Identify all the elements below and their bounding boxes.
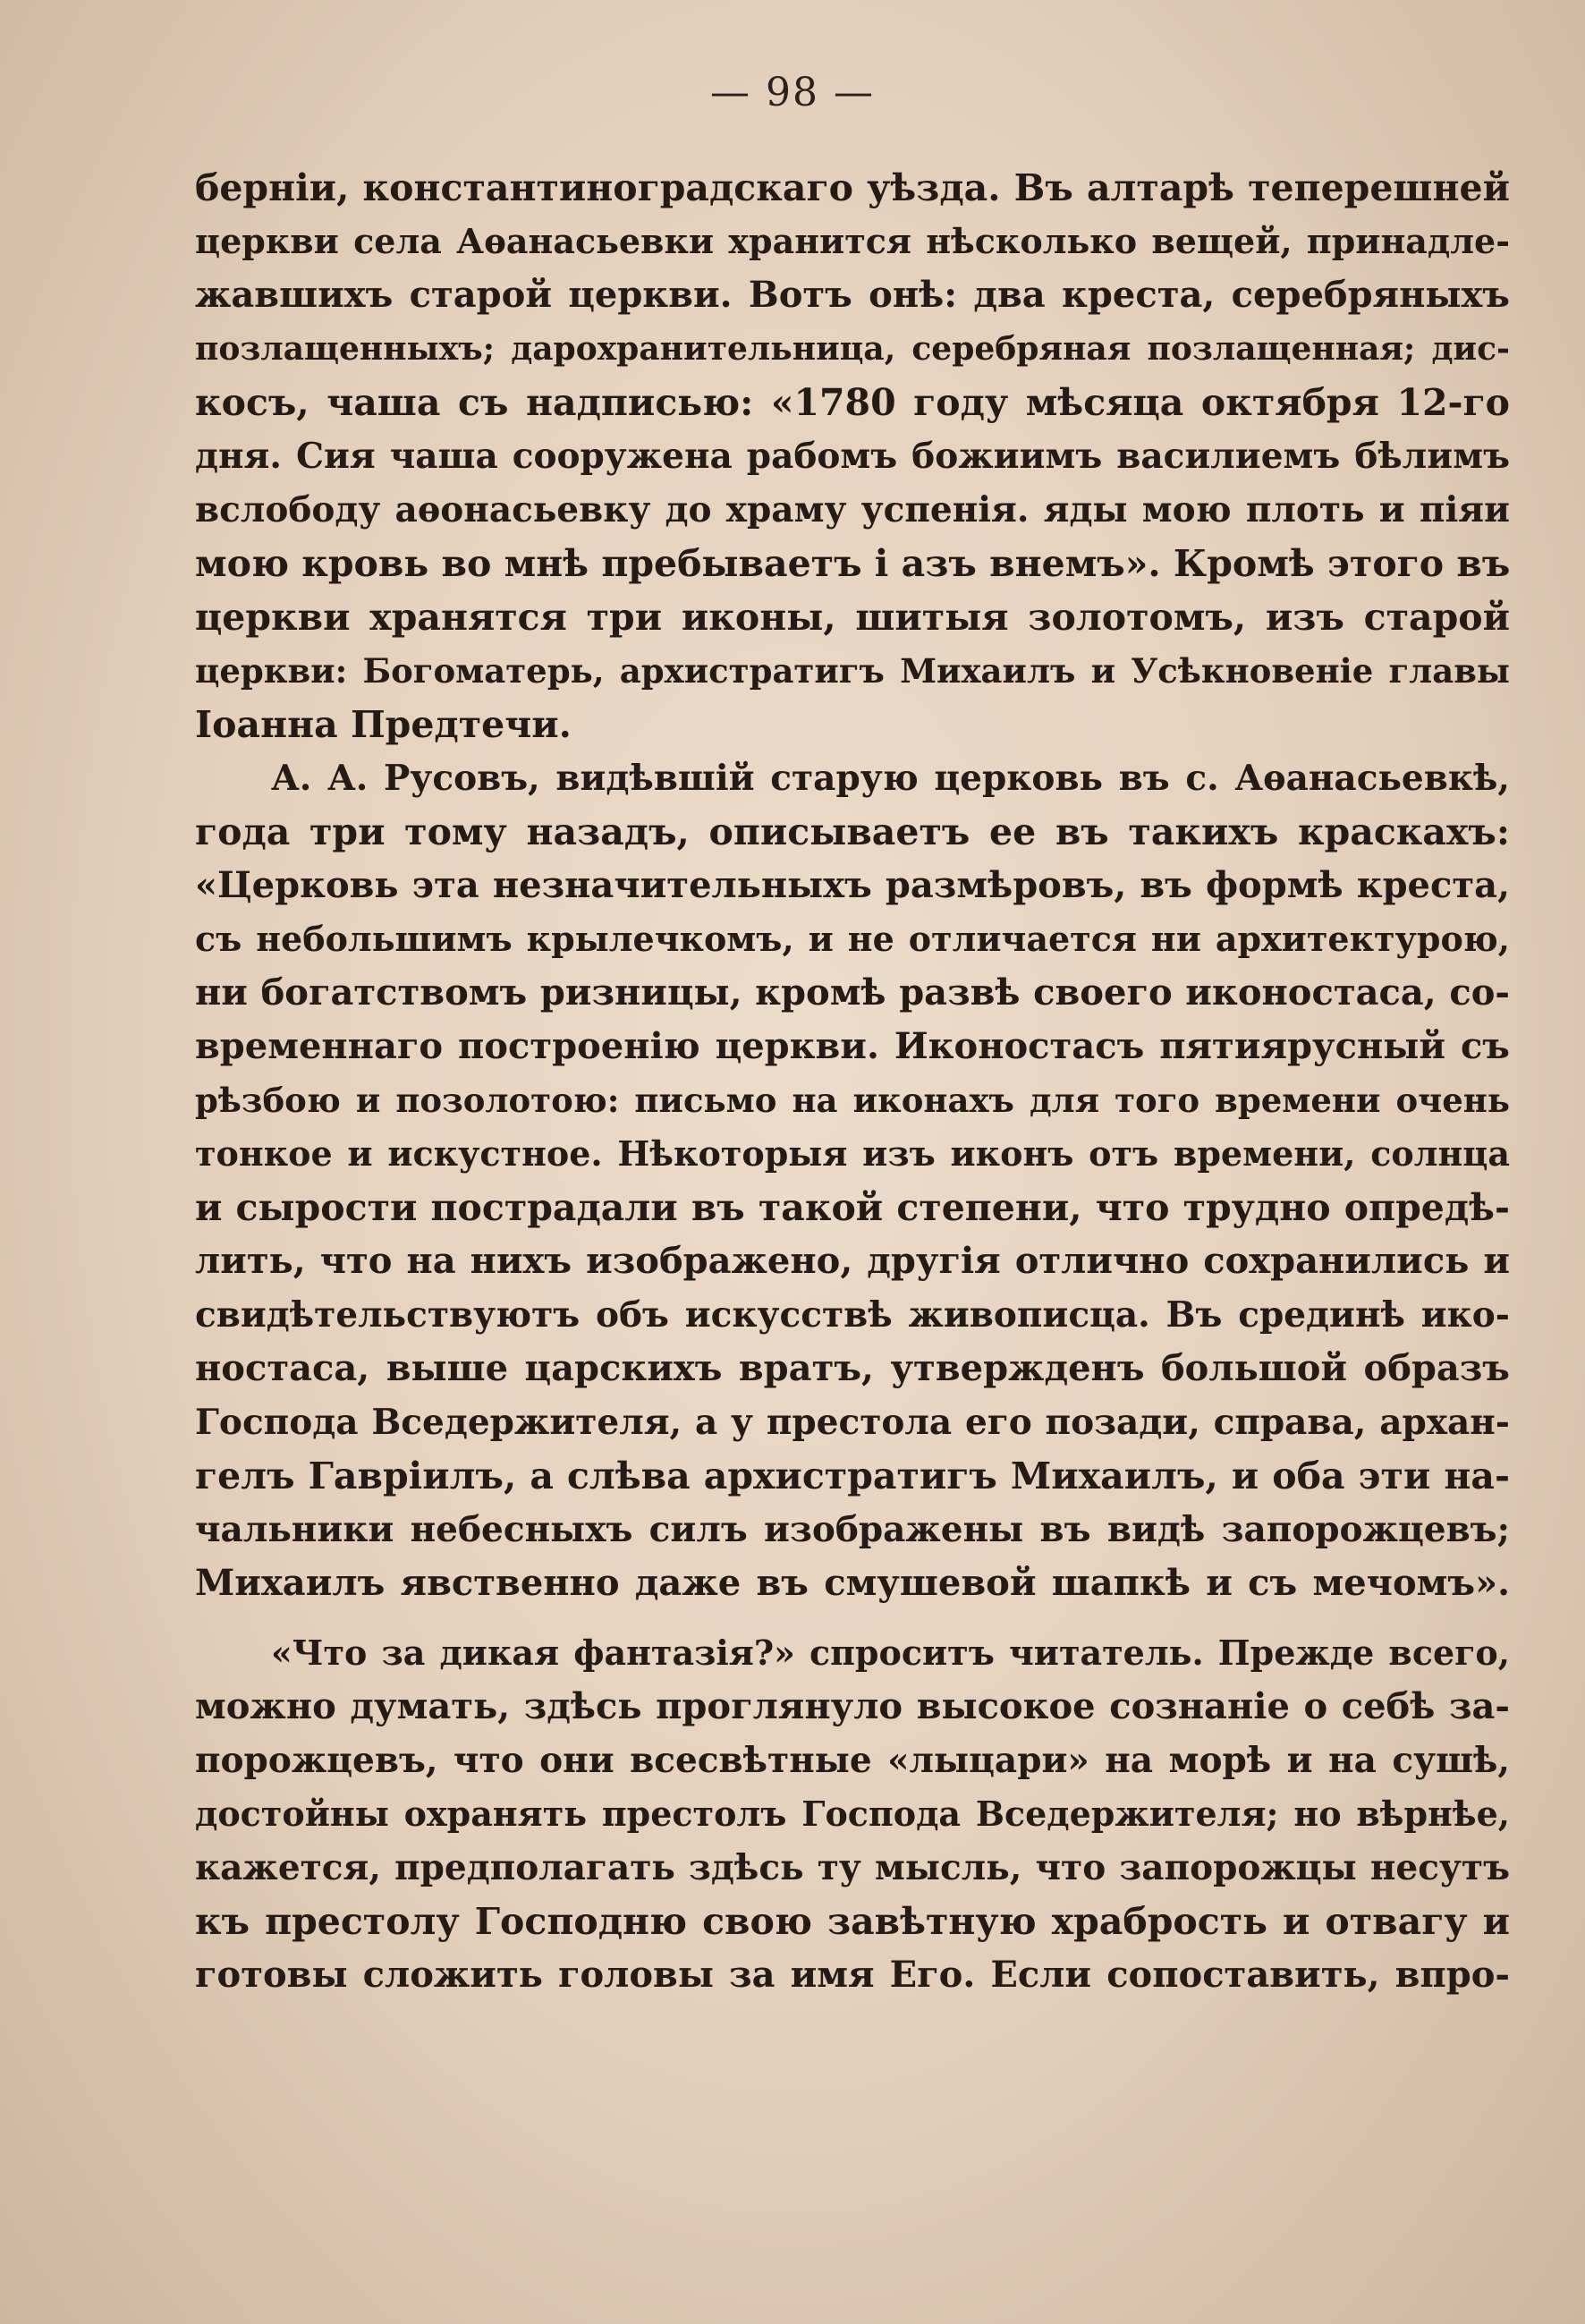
text-line: года три тому назадъ, описываетъ ее въ такихъ краскахъ: [195,810,1510,853]
paragraph-1 [195,161,1510,751]
paragraph-2 [195,751,1510,1610]
text-line: можно думать, здѣсь проглянуло высокое сознаніе о себѣ за- [195,1685,1510,1727]
text-line: церкви: Богоматерь, архистратигъ Михаилъ и Усѣкновеніе главы [195,651,1510,691]
paragraph-3 [195,1626,1510,2002]
text-line: готовы сложить головы за имя Его. Если сопоставить, впро- [195,1954,1510,1996]
text-line: Господа Вседержителя, а у престола его позади, справа, архан- [195,1402,1510,1443]
text-line: порожцевъ, что они всесвѣтные «лыцари» на морѣ и на сушѣ, [195,1740,1510,1781]
text-line: свидѣтельствуютъ объ искусствѣ живописца. Въ срединѣ ико- [195,1294,1510,1336]
text-line: «Церковь эта незначительныхъ размѣровъ, въ формѣ креста, [195,864,1510,906]
text-line: лить, что на нихъ изображено, другія отлично сохранились и [195,1240,1510,1282]
text-line: Іоанна Предтечи. [195,703,572,746]
page-text [195,161,1510,2002]
text-line: церкви хранятся три иконы, шитыя золотомъ, изъ старой [195,596,1510,639]
text-line: достойны охранять престолъ Господа Вседержителя; но вѣрнѣе, [195,1794,1510,1834]
text-line: дня. Сия чаша сооружена рабомъ божиимъ василиемъ бѣлимъ [195,436,1510,477]
text-line: косъ, чаша съ надписью: «1780 году мѣсяца октября 12-го [195,381,1510,424]
text-line: А. А. Русовъ, видѣвшій старую церковь въ с. Аѳанасьевкѣ, [271,758,1510,799]
text-line: вслободу аѳонасьевку до храму успенія. яды мою плоть и піяи [195,489,1510,530]
text-line: ни богатствомъ ризницы, кромѣ развѣ своего иконостаса, со- [195,971,1510,1014]
text-line: и сырости пострадали въ такой степени, что трудно опредѣ- [195,1186,1510,1229]
text-line: жавшихъ старой церкви. Вотъ онѣ: два креста, серебряныхъ [195,274,1510,316]
text-line: кажется, предполагать здѣсь ту мысль, что запорожцы несутъ [195,1847,1510,1888]
text-line: рѣзбою и позолотою: письмо на иконахъ для того времени очень [195,1081,1510,1120]
text-line: позлащенныхъ; дарохранительница, серебряная позлащенная; дис- [195,330,1510,368]
page-number: — 98 — [710,70,875,115]
text-line: церкви села Аѳанасьевки хранится нѣсколько вещей, принадле- [195,221,1510,261]
text-line: временнаго построенію церкви. Иконостасъ пятиярусный съ [195,1025,1510,1067]
paragraph-gap [195,1610,1510,1626]
text-line: съ небольшимъ крылечкомъ, и не отличается ни архитектурою, [195,919,1510,959]
text-line: чальники небесныхъ силъ изображены въ видѣ запорожцевъ; [195,1509,1510,1550]
text-line: Михаилъ явственно даже въ смушевой шапкѣ и съ мечомъ». [195,1562,1510,1604]
text-line: ностаса, выше царскихъ вратъ, утвержденъ большой образъ [195,1347,1510,1389]
text-line: мою кровь во мнѣ пребываетъ і азъ внемъ». Кромѣ этого въ [195,542,1511,585]
text-line: къ престолу Господню свою завѣтную храбрость и отвагу и [195,1900,1510,1943]
text-line: тонкое и искустное. Нѣкоторыя изъ иконъ отъ времени, солнца [195,1133,1510,1174]
text-line: берніи, константиноградскаго уѣзда. Въ алтарѣ теперешней [195,166,1510,209]
text-line: «Что за дикая фантазія?» спроситъ читатель. Прежде всего, [271,1633,1510,1673]
text-line: гелъ Гавріилъ, а слѣва архистратигъ Михаилъ, и оба эти на- [195,1455,1510,1497]
